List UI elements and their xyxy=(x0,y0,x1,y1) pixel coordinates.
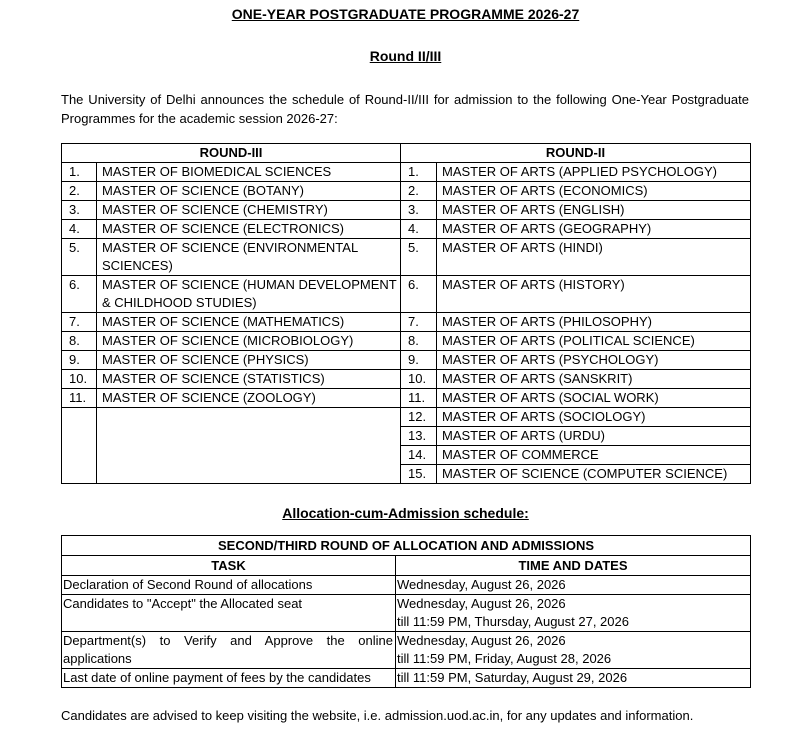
time-cell xyxy=(396,576,751,595)
time-line-start: till 11:59 PM, Saturday, August 29, 2026 xyxy=(397,670,628,685)
round3-number xyxy=(62,427,97,446)
task-column-header: TASK xyxy=(62,556,396,576)
time-line-start: Wednesday, August 26, 2026 xyxy=(397,596,566,611)
programme-row xyxy=(62,332,751,351)
programme-row xyxy=(62,408,751,427)
round3-programme: MASTER OF SCIENCE (ZOOLOGY) xyxy=(97,389,401,408)
round3-number: 5. xyxy=(62,239,97,276)
round2-programme: MASTER OF ARTS (SANSKRIT) xyxy=(437,370,751,389)
round3-number xyxy=(62,446,97,465)
round3-number: 9. xyxy=(62,351,97,370)
round3-number: 4. xyxy=(62,220,97,239)
round3-programme: MASTER OF SCIENCE (STATISTICS) xyxy=(97,370,401,389)
round3-programme xyxy=(97,465,401,484)
time-line-deadline: till 11:59 PM, Friday, August 28, 2026 xyxy=(397,651,612,666)
round2-number: 1. xyxy=(401,163,437,182)
round2-number: 2. xyxy=(401,182,437,201)
round2-programme: MASTER OF ARTS (SOCIAL WORK) xyxy=(437,389,751,408)
round2-number: 14. xyxy=(401,446,437,465)
programme-row xyxy=(62,465,751,484)
round3-number: 3. xyxy=(62,201,97,220)
programme-row xyxy=(62,313,751,332)
round3-programme: MASTER OF SCIENCE (ELECTRONICS) xyxy=(97,220,401,239)
round2-programme: MASTER OF ARTS (PSYCHOLOGY) xyxy=(437,351,751,370)
time-line-deadline: till 11:59 PM, Thursday, August 27, 2026 xyxy=(397,614,629,629)
round2-number: 11. xyxy=(401,389,437,408)
round2-programme: MASTER OF ARTS (URDU) xyxy=(437,427,751,446)
time-line-start: Wednesday, August 26, 2026 xyxy=(397,577,566,592)
schedule-row xyxy=(62,632,751,669)
round3-number: 10. xyxy=(62,370,97,389)
schedule-table xyxy=(61,535,751,688)
round2-number: 12. xyxy=(401,408,437,427)
programmes-table xyxy=(61,143,751,484)
round3-programme xyxy=(97,446,401,465)
time-cell xyxy=(396,669,751,688)
round2-programme: MASTER OF ARTS (APPLIED PSYCHOLOGY) xyxy=(437,163,751,182)
round2-number: 10. xyxy=(401,370,437,389)
round3-number xyxy=(62,465,97,484)
task-cell: Declaration of Second Round of allocations xyxy=(62,576,396,595)
round3-programme xyxy=(97,427,401,446)
round2-programme: MASTER OF ARTS (ECONOMICS) xyxy=(437,182,751,201)
round2-number: 8. xyxy=(401,332,437,351)
round2-number: 4. xyxy=(401,220,437,239)
programme-row xyxy=(62,370,751,389)
document-title: ONE-YEAR POSTGRADUATE PROGRAMME 2026-27 xyxy=(231,6,580,22)
round3-programme xyxy=(97,408,401,427)
round2-programme: MASTER OF ARTS (ENGLISH) xyxy=(437,201,751,220)
schedule-row xyxy=(62,595,751,632)
round3-number: 2. xyxy=(62,182,97,201)
round3-programme: MASTER OF SCIENCE (BOTANY) xyxy=(97,182,401,201)
round3-programme: MASTER OF BIOMEDICAL SCIENCES xyxy=(97,163,401,182)
schedule-table-title: SECOND/THIRD ROUND OF ALLOCATION AND ADMISSIONS xyxy=(62,536,751,556)
task-cell: Last date of online payment of fees by the candidates xyxy=(62,669,396,688)
round2-programme: MASTER OF ARTS (HINDI) xyxy=(437,239,751,276)
schedule-header-row xyxy=(62,556,751,576)
schedule-heading: Allocation-cum-Admission schedule: xyxy=(282,505,529,521)
round3-programme: MASTER OF SCIENCE (MICROBIOLOGY) xyxy=(97,332,401,351)
schedule-row xyxy=(62,669,751,688)
time-cell xyxy=(396,632,751,669)
round3-number: 7. xyxy=(62,313,97,332)
round2-number: 7. xyxy=(401,313,437,332)
round2-programme: MASTER OF SCIENCE (COMPUTER SCIENCE) xyxy=(437,465,751,484)
round2-number: 15. xyxy=(401,465,437,484)
round2-programme: MASTER OF ARTS (PHILOSOPHY) xyxy=(437,313,751,332)
round3-programme: MASTER OF SCIENCE (MATHEMATICS) xyxy=(97,313,401,332)
time-column-header: TIME AND DATES xyxy=(396,556,751,576)
programme-row xyxy=(62,163,751,182)
task-cell: Department(s) to Verify and Approve the online applications xyxy=(62,632,396,669)
round3-number: 8. xyxy=(62,332,97,351)
schedule-title-row xyxy=(62,536,751,556)
round3-programme: MASTER OF SCIENCE (CHEMISTRY) xyxy=(97,201,401,220)
programme-row xyxy=(62,201,751,220)
programme-row xyxy=(62,427,751,446)
footer-note: Candidates are advised to keep visiting the website, i.e. admission.uod.ac.in, for any updates and information. xyxy=(61,708,694,723)
round2-number: 5. xyxy=(401,239,437,276)
round3-number: 1. xyxy=(62,163,97,182)
round2-number: 6. xyxy=(401,276,437,313)
round-title: Round II/III xyxy=(369,48,442,64)
programme-row xyxy=(62,276,751,313)
programme-row xyxy=(62,220,751,239)
round2-programme: MASTER OF ARTS (HISTORY) xyxy=(437,276,751,313)
programmes-header-row xyxy=(62,144,751,163)
programme-row xyxy=(62,351,751,370)
round2-header: ROUND-II xyxy=(401,144,751,163)
round2-number: 3. xyxy=(401,201,437,220)
round2-programme: MASTER OF ARTS (POLITICAL SCIENCE) xyxy=(437,332,751,351)
intro-paragraph: The University of Delhi announces the schedule of Round-II/III for admission to the following One-Year Postgraduate Programmes for the academic session 2026-27: xyxy=(61,92,749,126)
programme-row xyxy=(62,182,751,201)
round3-programme: MASTER OF SCIENCE (PHYSICS) xyxy=(97,351,401,370)
round3-header: ROUND-III xyxy=(62,144,401,163)
time-cell xyxy=(396,595,751,632)
round3-programme: MASTER OF SCIENCE (ENVIRONMENTAL SCIENCES) xyxy=(97,239,401,276)
task-cell: Candidates to "Accept" the Allocated seat xyxy=(62,595,396,632)
round3-programme: MASTER OF SCIENCE (HUMAN DEVELOPMENT & CHILDHOOD STUDIES) xyxy=(97,276,401,313)
programme-row xyxy=(62,446,751,465)
round2-number: 13. xyxy=(401,427,437,446)
round2-programme: MASTER OF ARTS (SOCIOLOGY) xyxy=(437,408,751,427)
schedule-row xyxy=(62,576,751,595)
round3-number: 11. xyxy=(62,389,97,408)
round2-programme: MASTER OF ARTS (GEOGRAPHY) xyxy=(437,220,751,239)
programme-row xyxy=(62,389,751,408)
round3-number xyxy=(62,408,97,427)
round3-number: 6. xyxy=(62,276,97,313)
programme-row xyxy=(62,239,751,276)
round2-number: 9. xyxy=(401,351,437,370)
round2-programme: MASTER OF COMMERCE xyxy=(437,446,751,465)
time-line-start: Wednesday, August 26, 2026 xyxy=(397,633,566,648)
